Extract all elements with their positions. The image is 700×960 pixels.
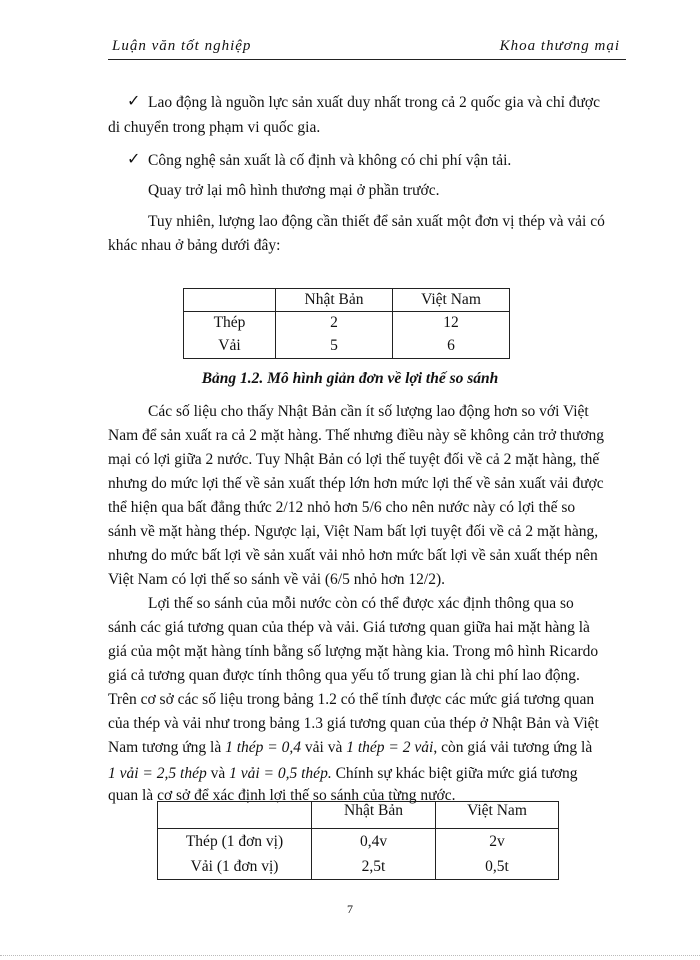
formula: 1 thép = 0,4 <box>225 739 302 756</box>
table-cell: 2 <box>276 312 393 335</box>
table-cell: Vải (1 đơn vị) <box>158 855 312 880</box>
table-caption: Bảng 1.2. Mô hình giản đơn về lợi thế so sánh <box>201 370 499 387</box>
text-segment: , còn giá vải tương ứng là <box>433 739 593 756</box>
table-header: Việt Nam <box>436 802 559 829</box>
body-line: quan là cơ sở để xác định lợi thế so sánh của từng nước. <box>108 787 456 804</box>
text-segment: Nam tương ứng là <box>108 739 222 756</box>
table-cell: 0,5t <box>436 855 559 880</box>
body-line: Tuy nhiên, lượng lao động cần thiết để sản xuất một đơn vị thép và vải có <box>148 213 605 230</box>
body-line: sánh về mặt hàng thép. Ngược lại, Việt Nam bất lợi tuyệt đối về cả 2 mặt hàng, <box>108 523 599 540</box>
body-line: Quay trở lại mô hình thương mại ở phần trước. <box>148 182 440 199</box>
body-line: Việt Nam có lợi thế so sánh về vải (6/5 nhỏ hơn 12/2). <box>108 571 446 588</box>
check-icon: ✓ <box>127 151 141 168</box>
table-header: Việt Nam <box>393 289 510 312</box>
table-header: Nhật Bản <box>276 289 393 312</box>
table-cell: 2,5t <box>312 855 436 880</box>
table-cell: 2v <box>436 829 559 856</box>
formula: 1 thép = 2 vải <box>346 739 434 756</box>
body-line: nhưng do mức lợi thế về sản xuất thép lớn hơn mức lợi thế về sản xuất vải được <box>108 475 604 492</box>
body-line: sánh các giá tương quan của thép và vải. Giá tương quan giữa hai mặt hàng là <box>108 619 590 636</box>
body-line: Lợi thế so sánh của mỗi nước còn có thể được xác định thông qua so <box>148 595 574 612</box>
text-segment: vải và <box>301 739 347 756</box>
table-header <box>158 802 312 829</box>
body-line: của thép và vải như trong bảng 1.3 giá tương quan của thép ở Nhật Bản và Việt <box>108 715 599 732</box>
table-header <box>184 289 276 312</box>
header-right: Khoa thương mại <box>499 38 620 54</box>
body-line: Trên cơ sở các số liệu trong bảng 1.2 có thể tính được các mức giá tương quan <box>108 691 595 708</box>
table-cell: Thép <box>184 312 276 335</box>
table-cell: 5 <box>276 334 393 359</box>
table-1-2 <box>183 288 510 359</box>
body-line: di chuyển trong phạm vi quốc gia. <box>108 119 321 136</box>
table-1-3 <box>157 801 559 880</box>
header-rule <box>108 59 626 60</box>
table-cell: Thép (1 đơn vị) <box>158 829 312 856</box>
formula: 1 vải = 2,5 thép <box>108 765 207 782</box>
formula: 1 vải = 0,5 thép. <box>229 765 332 782</box>
check-icon: ✓ <box>127 93 141 110</box>
page-bottom-rule <box>0 955 700 956</box>
body-line: Các số liệu cho thấy Nhật Bản cần ít số lượng lao động hơn so với Việt <box>148 403 589 420</box>
body-line: Công nghệ sản xuất là cố định và không có chi phí vận tải. <box>148 152 512 169</box>
table-cell: 0,4v <box>312 829 436 856</box>
body-line: thể hiện qua bất đẳng thức 2/12 nhỏ hơn 5/6 cho nên nước này có lợi thế so <box>108 499 576 516</box>
page-number: 7 <box>347 902 353 916</box>
table-cell: 6 <box>393 334 510 359</box>
text-segment: Chính sự khác biệt giữa mức giá tương <box>331 765 578 782</box>
body-line: khác nhau ở bảng dưới đây: <box>108 237 281 254</box>
table-cell: Vải <box>184 334 276 359</box>
body-line: nhưng do mức bất lợi về sản xuất vải nhỏ hơn mức bất lợi về sản xuất thép nên <box>108 547 598 564</box>
header-left: Luận văn tốt nghiệp <box>112 38 252 54</box>
body-line: mại có lợi giữa 2 nước. Tuy Nhật Bản có lợi thế tuyệt đối về cả 2 mặt hàng, thế <box>108 451 600 468</box>
body-line: Lao động là nguồn lực sản xuất duy nhất trong cả 2 quốc gia và chỉ được <box>148 94 600 111</box>
table-header: Nhật Bản <box>312 802 436 829</box>
text-segment: và <box>206 765 230 782</box>
table-cell: 12 <box>393 312 510 335</box>
body-line-mixed <box>108 738 592 758</box>
body-line: giá của một mặt hàng tính bằng số lượng mặt hàng kia. Trong mô hình Ricardo <box>108 643 599 660</box>
body-line-mixed <box>108 764 578 784</box>
body-line: giá cả tương quan được tính thông qua yếu tố trung gian là chi phí lao động. <box>108 667 580 684</box>
body-line: Nam để sản xuất ra cả 2 mặt hàng. Thế nhưng điều này sẽ không cản trở thương <box>108 427 605 444</box>
